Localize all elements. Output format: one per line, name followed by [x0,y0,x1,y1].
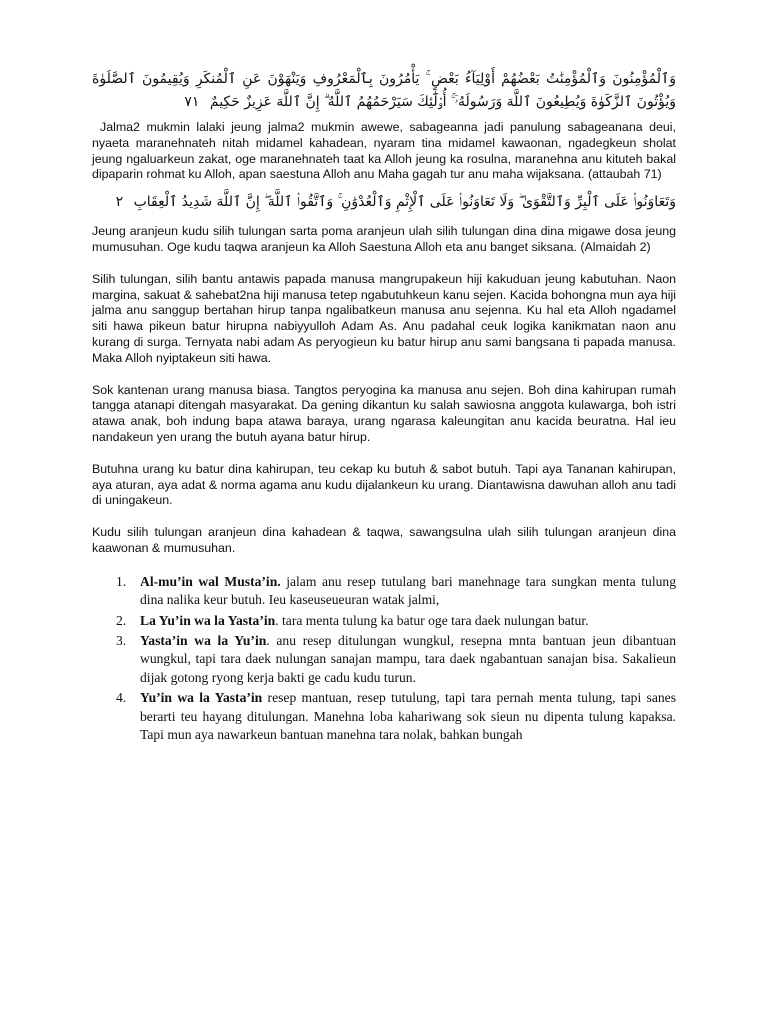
verse-number: ٢ [115,194,124,211]
arabic-verse-attaubah-71 [92,68,676,114]
paragraph-3: Butuhna urang ku batur dina kahirupan, teu cekap ku butuh & sabot butuh. Tapi aya Tananan kahirupan, aya aturan, aya adat & norma agama anu kudu dijalankeun ku urang. Diantawisna dawuhan alloh anu tadi di uningakeun. [92,461,676,508]
list-number: 4. [116,690,127,706]
arabic-verse-text: وَٱلْمُؤْمِنُونَ وَٱلْمُؤْمِنَٰتُ بَعْضُهُمْ أَوْلِيَآءُ بَعْضٍ ۚ يَأْمُرُونَ بِٱلْمَعْرُوفِ وَيَنْهَوْنَ عَنِ ٱلْمُنكَرِ وَيُقِيمُونَ ٱلصَّلَوٰةَ وَيُؤْتُونَ ٱلزَّكَوٰةَ وَيُطِيعُونَ ٱللَّهَ وَرَسُولَهُۥٓ ۚ أُو۟لَٰٓئِكَ سَيَرْحَمُهُمُ ٱللَّهُ ۗ إِنَّ ٱللَّهَ عَزِيزٌ حَكِيمٌ [92,71,676,110]
verse-number: ٧١ [184,94,200,110]
list-term: La Yu’in wa la Yasta’in [140,612,276,628]
list-number: 2. [116,612,127,628]
list-number: 1. [116,573,127,589]
list-text: jalam anu resep tutulang bari manehnage tara sungkan menta tulung dina nalika keur butuh. Ieu kaseuseueuran watak jalmi, [140,573,676,608]
paragraph-2: Sok kantenan urang manusa biasa. Tangtos peryogina ka manusa anu sejen. Boh dina kahirupan rumah tangga atanapi ditengah masyarakat. Da gening dikantun ku salah sawiosna anggota kulawarga, boh istri atawa anak, boh indung bapa atawa baraya, urang ngarasa kaleungitan anu kacida beuratna. Hal ieu nandakeun yen urang the butuh ayana batur hirup. [92,382,676,444]
paragraph-4: Kudu silih tulungan aranjeun dina kahadean & taqwa, sawangsulna ulah silih tulungan aranjeun dina kaawonan & mumusuhan. [92,525,676,555]
paragraph-1: Silih tulungan, silih bantu antawis papada manusa mangrupakeun hiji kakuduan jeung kabutuhan. Naon margina, sakuat & sahebat2na hiji manusa tetep ngabutuhkeun kanu sejen. Kacida bohongna mun aya hiji jalma anu sanggup bertahan hirup tanpa ngalibatkeun manusa anu sejenna. Ku hal eta Alloh ngadamel siti hawa pikeun batur hirupna nabiyyulloh Adam As. Anu padahal ceuk logika kanikmatan naon anu kurang di surga. Ternyata nabi adam As peryogieun ku batur hirup anu sami bangsana ti papada manusa. Maka Alloh nyiptakeun siti hawa. [92,271,676,365]
list-item [92,632,676,687]
list-text: . anu resep ditulungan wungkul, resepna mnta bantuan jeun dibantuan wungkul, tapi tara daek nulungan sanajan mampu, tara daek ngabantuan sanajan bisa. Sakalieun dijak gotong ryong kerja bakti ge cadu kudu turun. [140,632,676,685]
translation-attaubah-71: Jalma2 mukmin lalaki jeung jalma2 mukmin awewe, sabageanna jadi panulung sabageanana deui, nyaeta maranehnateh nitah midamel kahadean, nyaram tina midamel kawaonan, ngadegkeun sholat jeung ngaluarkeun zakat, oge maranehnateh taat ka Alloh jeung ka rosulna, maranehna anu kituteh bakal dipaparin rohmat ku Alloh, apan saestuna Alloh anu Maha gagah tur anu maha wijaksana. (attaubah 71) [92,120,676,182]
list-term: Al-mu’in wal Musta’in. [140,573,281,589]
arabic-verse-almaidah-2 [92,191,676,214]
list-number: 3. [116,632,127,648]
list-term: Yasta’in wa la Yu’in [140,632,267,648]
numbered-list [92,573,676,745]
list-text: . tara menta tulung ka batur oge tara daek nulungan batur. [275,612,589,628]
translation-almaidah-2: Jeung aranjeun kudu silih tulungan sarta poma aranjeun ulah silih tulungan dina dina migawe dosa jeung mumusuhan. Oge kudu taqwa aranjeun ka Alloh Saestuna Alloh eta anu banget siksana. (Almaidah 2) [92,224,676,254]
list-item [92,612,676,630]
list-text: resep mantuan, resep tutulung, tapi tara pernah menta tulung, tapi sanes berarti teu hayang ditulungan. Manehna loba kahariwang sok sieun nu dipenta tulung kapaksa. Tapi mun aya nawarkeun bantuan manehna tara nolak, bahkan bungah [140,690,676,742]
arabic-verse-text: وَتَعَاوَنُوا۟ عَلَى ٱلْبِرِّ وَٱلتَّقْوَىٰ ۖ وَلَا تَعَاوَنُوا۟ عَلَى ٱلْإِثْمِ وَٱلْعُدْوَٰنِ ۚ وَٱتَّقُوا۟ ٱللَّهَ ۖ إِنَّ ٱللَّهَ شَدِيدُ ٱلْعِقَابِ [133,194,676,211]
list-item [92,573,676,610]
list-term: Yu’in wa la Yasta’in [140,690,263,706]
list-item [92,689,676,744]
